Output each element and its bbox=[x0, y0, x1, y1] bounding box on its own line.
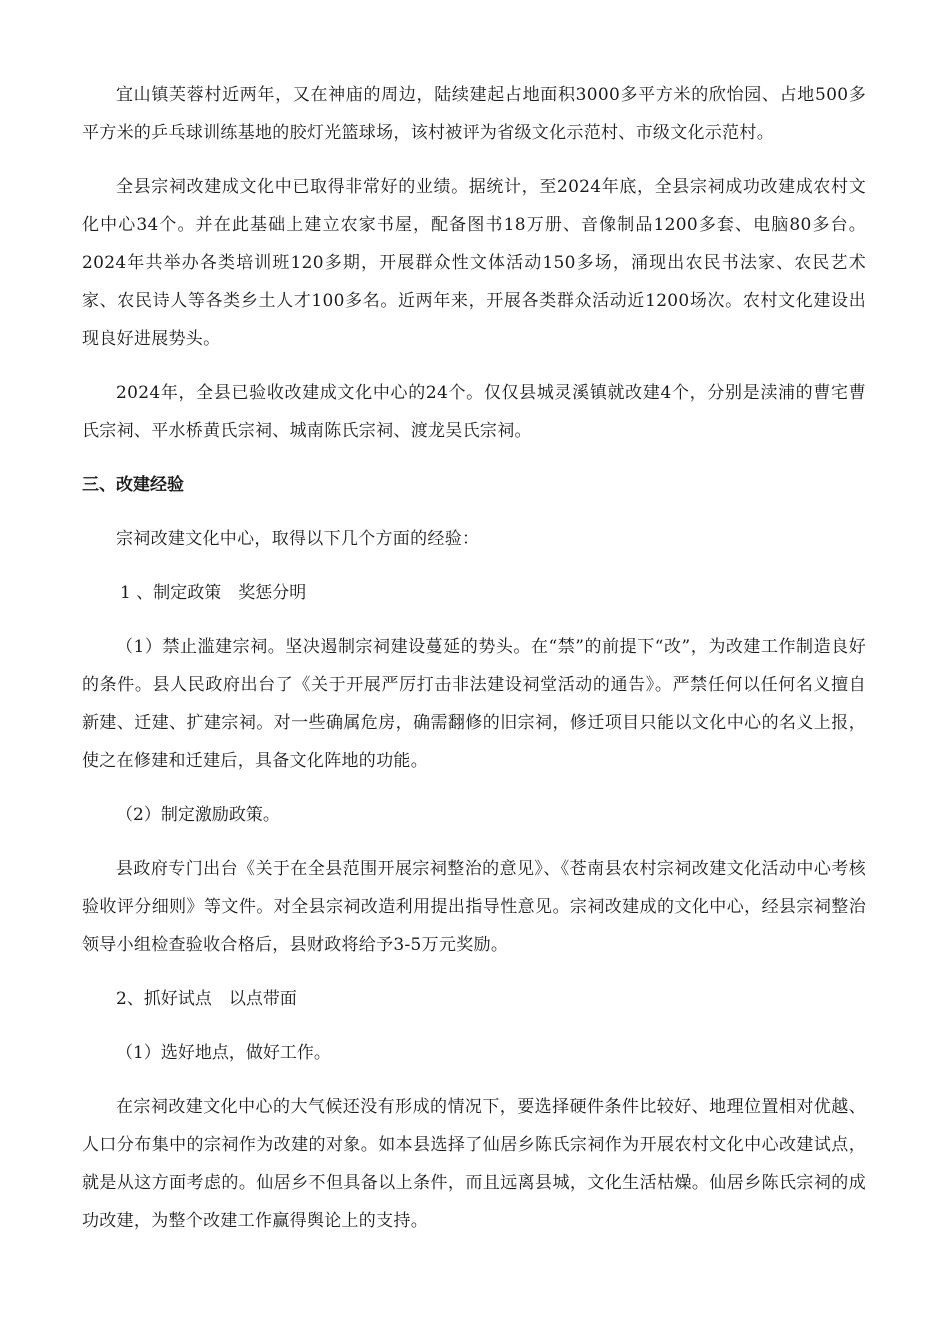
paragraph-furong-village: 宜山镇芙蓉村近两年，又在神庙的周边，陆续建起占地面积3000多平方米的欣怡园、占地500多平方米的乒乓球训练基地的胶灯光篮球场，该村被评为省级文化示范村、市级文化示范村。 bbox=[82, 85, 866, 143]
paragraph-pilot-selection: 在宗祠改建文化中心的大气候还没有形成的情况下，要选择硬件条件比较好、地理位置相对优越、人口分布集中的宗祠作为改建的对象。如本县选择了仙居乡陈氏宗祠作为开展农村文化中心改建试点，就是从这方面考虑的。仙居乡不但具备以上条件，而且远离县城，文化生活枯燥。仙居乡陈氏宗祠的成功改建，为整个改建工作赢得舆论上的支持。 bbox=[82, 1097, 866, 1231]
paragraph-experience-intro: 宗祠改建文化中心，取得以下几个方面的经验： bbox=[116, 529, 480, 549]
subheading-select-site: （1）选好地点，做好工作。 bbox=[116, 1043, 331, 1063]
section-heading-experience: 三、改建经验 bbox=[82, 475, 184, 495]
document-page bbox=[82, 76, 866, 1256]
subheading-incentive: （2）制定激励政策。 bbox=[116, 805, 280, 825]
subheading-pilot: 2、抓好试点 以点带面 bbox=[116, 989, 297, 1009]
subheading-policy: 1 、制定政策 奖惩分明 bbox=[120, 583, 307, 603]
paragraph-2024-acceptance: 2024年，全县已验收改建成文化中心的24个。仅仅县城灵溪镇就改建4个，分别是渎浦的曹宅曹氏宗祠、平水桥黄氏宗祠、城南陈氏宗祠、渡龙吴氏宗祠。 bbox=[82, 383, 866, 441]
paragraph-county-documents: 县政府专门出台《关于在全县范围开展宗祠整治的意见》、《苍南县农村宗祠改建文化活动中心考核验收评分细则》等文件。对全县宗祠改造利用提出指导性意见。宗祠改建成的文化中心，经县宗祠整治领导小组检查验收合格后，县财政将给予3-5万元奖励。 bbox=[82, 859, 866, 955]
paragraph-county-achievements: 全县宗祠改建成文化中已取得非常好的业绩。据统计，至2024年底，全县宗祠成功改建成农村文化中心34个。并在此基础上建立农家书屋，配备图书18万册、音像制品1200多套、电脑80多台。2024年共举办各类培训班120多期，开展群众性文体活动150多场，涌现出农民书法家、农民艺术家、农民诗人等各类乡土人才100多名。近两年来，开展各类群众活动近1200场次。农村文化建设出现良好进展势头。 bbox=[82, 177, 866, 349]
paragraph-ban-construction: （1）禁止滥建宗祠。坚决遏制宗祠建设蔓延的势头。在“禁”的前提下“改”，为改建工作制造良好的条件。县人民政府出台了《关于开展严厉打击非法建设祠堂活动的通告》。严禁任何以任何名义擅自新建、迁建、扩建宗祠。对一些确属危房，确需翻修的旧宗祠，修迁项目只能以文化中心的名义上报，使之在修建和迁建后，具备文化阵地的功能。 bbox=[82, 637, 866, 771]
